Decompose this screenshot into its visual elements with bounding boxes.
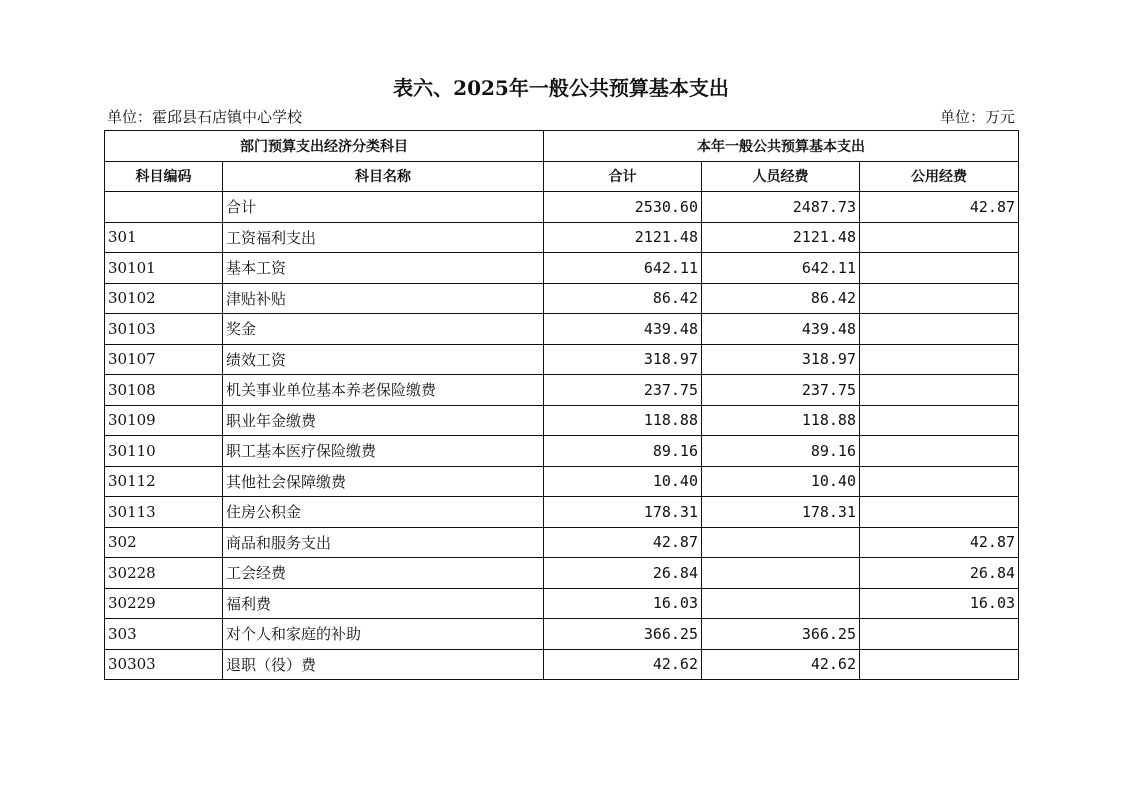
cell-total: 2121.48 <box>544 222 702 253</box>
cell-code: 30303 <box>105 649 223 680</box>
cell-personnel: 10.40 <box>702 466 860 497</box>
cell-name: 对个人和家庭的补助 <box>223 619 544 650</box>
cell-personnel: 42.62 <box>702 649 860 680</box>
cell-public <box>860 619 1019 650</box>
cell-name: 绩效工资 <box>223 344 544 375</box>
cell-public <box>860 314 1019 345</box>
unit-organization: 单位：霍邱县石店镇中心学校 <box>107 108 303 126</box>
cell-personnel: 318.97 <box>702 344 860 375</box>
cell-name: 其他社会保障缴费 <box>223 466 544 497</box>
cell-code: 30113 <box>105 497 223 528</box>
table-row <box>105 405 1019 436</box>
cell-public <box>860 436 1019 467</box>
cell-name: 退职（役）费 <box>223 649 544 680</box>
cell-total: 86.42 <box>544 283 702 314</box>
cell-code <box>105 192 223 223</box>
table-row <box>105 619 1019 650</box>
budget-table <box>104 130 1019 680</box>
table-row <box>105 344 1019 375</box>
cell-total: 89.16 <box>544 436 702 467</box>
cell-public <box>860 497 1019 528</box>
header-col-public: 公用经费 <box>860 161 1019 192</box>
cell-public <box>860 405 1019 436</box>
cell-name: 住房公积金 <box>223 497 544 528</box>
cell-public: 42.87 <box>860 192 1019 223</box>
cell-total: 42.87 <box>544 527 702 558</box>
cell-name: 工会经费 <box>223 558 544 589</box>
unit-currency: 单位：万元 <box>939 108 1015 126</box>
table-row <box>105 192 1019 223</box>
cell-code: 30228 <box>105 558 223 589</box>
cell-public <box>860 466 1019 497</box>
cell-public <box>860 222 1019 253</box>
table-row <box>105 314 1019 345</box>
cell-public <box>860 344 1019 375</box>
cell-personnel: 642.11 <box>702 253 860 284</box>
cell-public: 42.87 <box>860 527 1019 558</box>
header-col-personnel: 人员经费 <box>702 161 860 192</box>
table-row <box>105 436 1019 467</box>
table-row <box>105 558 1019 589</box>
cell-name: 商品和服务支出 <box>223 527 544 558</box>
cell-name: 合计 <box>223 192 544 223</box>
table-row <box>105 253 1019 284</box>
cell-total: 10.40 <box>544 466 702 497</box>
cell-name: 津贴补贴 <box>223 283 544 314</box>
cell-total: 642.11 <box>544 253 702 284</box>
cell-code: 30109 <box>105 405 223 436</box>
cell-public <box>860 283 1019 314</box>
cell-code: 30101 <box>105 253 223 284</box>
cell-name: 奖金 <box>223 314 544 345</box>
cell-name: 机关事业单位基本养老保险缴费 <box>223 375 544 406</box>
cell-personnel: 2121.48 <box>702 222 860 253</box>
cell-code: 301 <box>105 222 223 253</box>
table-row <box>105 375 1019 406</box>
header-column-row <box>105 161 1019 192</box>
header-col-code: 科目编码 <box>105 161 223 192</box>
cell-name: 工资福利支出 <box>223 222 544 253</box>
cell-code: 30110 <box>105 436 223 467</box>
cell-name: 基本工资 <box>223 253 544 284</box>
cell-total: 2530.60 <box>544 192 702 223</box>
cell-code: 30102 <box>105 283 223 314</box>
cell-total: 318.97 <box>544 344 702 375</box>
cell-total: 42.62 <box>544 649 702 680</box>
table-row <box>105 649 1019 680</box>
table-row <box>105 466 1019 497</box>
cell-personnel: 2487.73 <box>702 192 860 223</box>
cell-personnel <box>702 527 860 558</box>
cell-code: 30103 <box>105 314 223 345</box>
header-col-name: 科目名称 <box>223 161 544 192</box>
cell-personnel: 89.16 <box>702 436 860 467</box>
cell-public <box>860 375 1019 406</box>
cell-personnel: 86.42 <box>702 283 860 314</box>
cell-total: 439.48 <box>544 314 702 345</box>
cell-total: 237.75 <box>544 375 702 406</box>
cell-personnel <box>702 558 860 589</box>
cell-personnel: 237.75 <box>702 375 860 406</box>
table-row <box>105 588 1019 619</box>
cell-total: 178.31 <box>544 497 702 528</box>
cell-personnel: 118.88 <box>702 405 860 436</box>
cell-public: 16.03 <box>860 588 1019 619</box>
table-body <box>105 192 1019 680</box>
table-row <box>105 527 1019 558</box>
cell-public <box>860 253 1019 284</box>
cell-public <box>860 649 1019 680</box>
cell-personnel: 366.25 <box>702 619 860 650</box>
cell-name: 福利费 <box>223 588 544 619</box>
cell-personnel: 439.48 <box>702 314 860 345</box>
cell-total: 26.84 <box>544 558 702 589</box>
cell-code: 30112 <box>105 466 223 497</box>
cell-name: 职工基本医疗保险缴费 <box>223 436 544 467</box>
cell-total: 366.25 <box>544 619 702 650</box>
table-row <box>105 283 1019 314</box>
cell-code: 302 <box>105 527 223 558</box>
cell-code: 30108 <box>105 375 223 406</box>
page-title: 表六、2025年一般公共预算基本支出 <box>393 76 729 100</box>
cell-code: 30107 <box>105 344 223 375</box>
cell-code: 303 <box>105 619 223 650</box>
cell-name: 职业年金缴费 <box>223 405 544 436</box>
header-col-total: 合计 <box>544 161 702 192</box>
header-group-row <box>105 131 1019 162</box>
header-group-expenditure: 本年一般公共预算基本支出 <box>544 131 1019 162</box>
cell-personnel: 178.31 <box>702 497 860 528</box>
cell-total: 118.88 <box>544 405 702 436</box>
table-row <box>105 497 1019 528</box>
table-header <box>105 131 1019 192</box>
cell-total: 16.03 <box>544 588 702 619</box>
table-row <box>105 222 1019 253</box>
cell-personnel <box>702 588 860 619</box>
cell-public: 26.84 <box>860 558 1019 589</box>
cell-code: 30229 <box>105 588 223 619</box>
header-group-classification: 部门预算支出经济分类科目 <box>105 131 544 162</box>
